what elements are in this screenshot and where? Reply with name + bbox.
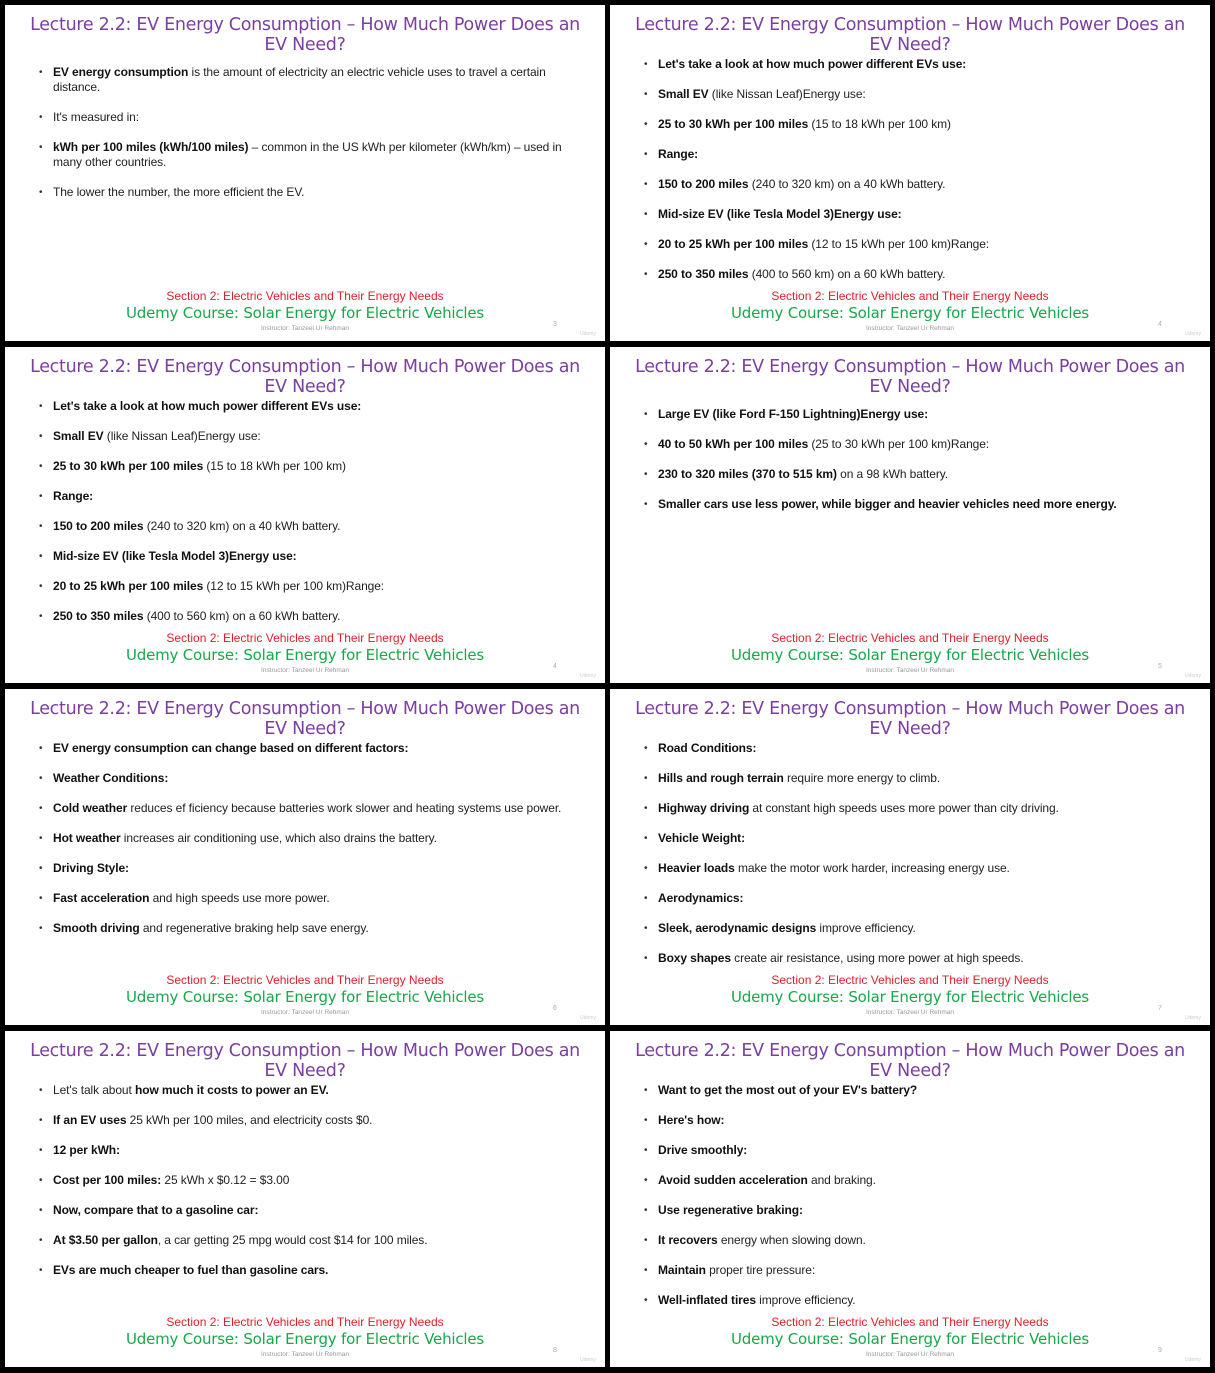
brand-watermark: Udemy: [580, 1015, 596, 1021]
bullet-item: [39, 519, 581, 534]
bullet-text: 25 kWh per 100 miles, and electricity costs $0.: [126, 1113, 373, 1127]
course-footer: Udemy Course: Solar Energy for Electric Vehicles: [730, 304, 1090, 322]
page-number: 7: [1158, 1005, 1162, 1012]
bullet-bold-text: Let's take a look at how much power different EVs use:: [658, 57, 967, 71]
bullet-text: is the amount of electricity an electric vehicle uses to travel a certain distance.: [53, 65, 546, 94]
bullet-bold-text: Fast acceleration: [53, 891, 150, 905]
bullet-text: (240 to 320 km) on a 40 kWh battery.: [748, 177, 946, 191]
bullet-text: and regenerative braking help save energy.: [139, 921, 369, 935]
slide-title: Lecture 2.2: EV Energy Consumption – How Much Power Does an EV Need?: [30, 15, 580, 55]
brand-watermark: Udemy: [1185, 331, 1201, 337]
bullet-item: [39, 459, 581, 474]
bullet-text: (400 to 560 km) on a 60 kWh battery.: [748, 267, 946, 281]
bullet-bold-text: Weather Conditions:: [53, 771, 169, 785]
bullet-bold-text: Sleek, aerodynamic designs: [658, 921, 817, 935]
bullet-item: [39, 801, 581, 816]
bullet-text: (15 to 18 kWh per 100 km): [203, 459, 346, 473]
bullet-item: [39, 921, 581, 936]
section-footer: Section 2: Electric Vehicles and Their Energy Needs: [166, 631, 444, 645]
bullet-bold-text: Highway driving: [658, 801, 750, 815]
bullet-item: [644, 861, 1186, 876]
bullet-bold-text: Let's take a look at how much power different EVs use:: [53, 399, 362, 413]
bullet-item: [39, 1263, 581, 1278]
bullet-bold-text: Drive smoothly:: [658, 1143, 748, 1157]
bullet-bold-text: 12 per kWh:: [53, 1143, 120, 1157]
bullet-text: make the motor work harder, increasing energy use.: [734, 861, 1010, 875]
section-footer: Section 2: Electric Vehicles and Their Energy Needs: [771, 973, 1049, 987]
slide-8: [610, 1031, 1210, 1367]
bullet-item: [644, 1113, 1186, 1128]
bullet-text: improve efficiency.: [755, 1293, 856, 1307]
bullet-item: [644, 801, 1186, 816]
instructor-footer: Instructor: Tanzeel Ur Rehman: [865, 1009, 955, 1016]
bullet-text: (25 to 30 kWh per 100 km)Range:: [808, 437, 990, 451]
bullet-bold-text: Vehicle Weight:: [658, 831, 745, 845]
bullet-item: [644, 237, 1186, 252]
bullet-text: energy when slowing down.: [717, 1233, 866, 1247]
bullet-item: [644, 57, 1186, 72]
bullet-list: [39, 1083, 581, 1293]
slide-1: [5, 5, 605, 341]
slide-7: [5, 1031, 605, 1367]
bullet-bold-text: kWh per 100 miles (kWh/100 miles): [53, 140, 249, 154]
bullet-text: proper tire pressure:: [705, 1263, 816, 1277]
bullet-text: 25 kWh x $0.12 = $3.00: [161, 1173, 290, 1187]
bullet-bold-text: At $3.50 per gallon: [53, 1233, 158, 1247]
bullet-item: [644, 497, 1186, 512]
bullet-bold-text: Hills and rough terrain: [658, 771, 784, 785]
section-footer: Section 2: Electric Vehicles and Their Energy Needs: [166, 973, 444, 987]
page-number: 4: [1158, 321, 1162, 328]
course-footer: Udemy Course: Solar Energy for Electric Vehicles: [125, 1330, 485, 1348]
bullet-bold-text: Cold weather: [53, 801, 128, 815]
bullet-item: [39, 579, 581, 594]
bullet-text: (12 to 15 kWh per 100 km)Range:: [808, 237, 990, 251]
bullet-list: [39, 399, 581, 639]
instructor-footer: Instructor: Tanzeel Ur Rehman: [260, 667, 350, 674]
bullet-item: [39, 609, 581, 624]
bullet-bold-text: Small EV: [53, 429, 104, 443]
bullet-item: [39, 140, 581, 170]
bullet-item: [644, 951, 1186, 966]
bullet-item: [644, 831, 1186, 846]
bullet-item: [644, 771, 1186, 786]
slide-title: Lecture 2.2: EV Energy Consumption – How Much Power Does an EV Need?: [635, 357, 1185, 397]
page-number: 8: [553, 1347, 557, 1354]
bullet-bold-text: 25 to 30 kWh per 100 miles: [53, 459, 204, 473]
bullet-item: [39, 831, 581, 846]
bullet-item: [644, 177, 1186, 192]
instructor-footer: Instructor: Tanzeel Ur Rehman: [865, 1351, 955, 1358]
slide-title: Lecture 2.2: EV Energy Consumption – How Much Power Does an EV Need?: [30, 357, 580, 397]
brand-watermark: Udemy: [1185, 673, 1201, 679]
brand-watermark: Udemy: [580, 673, 596, 679]
bullet-bold-text: Mid-size EV (like Tesla Model 3)Energy use:: [658, 207, 902, 221]
bullet-text: (like Nissan Leaf)Energy use:: [708, 87, 866, 101]
bullet-item: [644, 87, 1186, 102]
instructor-footer: Instructor: Tanzeel Ur Rehman: [865, 667, 955, 674]
bullet-item: [39, 741, 581, 756]
bullet-bold-text: Aerodynamics:: [658, 891, 744, 905]
bullet-text: Let's talk about: [53, 1083, 135, 1097]
slide-6: [610, 689, 1210, 1025]
bullet-bold-text: Small EV: [658, 87, 709, 101]
bullet-bold-text: Mid-size EV (like Tesla Model 3)Energy use:: [53, 549, 297, 563]
bullet-item: [644, 407, 1186, 422]
bullet-item: [39, 1143, 581, 1158]
bullet-text: and high speeds use more power.: [149, 891, 330, 905]
slide-title: Lecture 2.2: EV Energy Consumption – How Much Power Does an EV Need?: [30, 699, 580, 739]
bullet-text: on a 98 kWh battery.: [836, 467, 948, 481]
section-footer: Section 2: Electric Vehicles and Their Energy Needs: [166, 1315, 444, 1329]
slide-2: [610, 5, 1210, 341]
bullet-item: [39, 861, 581, 876]
slide-5: [5, 689, 605, 1025]
bullet-bold-text: Road Conditions:: [658, 741, 757, 755]
bullet-text: increases air conditioning use, which also drains the battery.: [120, 831, 437, 845]
brand-watermark: Udemy: [580, 331, 596, 337]
bullet-item: [644, 207, 1186, 222]
bullet-item: [644, 147, 1186, 162]
course-footer: Udemy Course: Solar Energy for Electric Vehicles: [125, 988, 485, 1006]
bullet-text: (240 to 320 km) on a 40 kWh battery.: [143, 519, 341, 533]
bullet-bold-text: 20 to 25 kWh per 100 miles: [53, 579, 204, 593]
brand-watermark: Udemy: [1185, 1015, 1201, 1021]
bullet-text: , a car getting 25 mpg would cost $14 for 100 miles.: [157, 1233, 428, 1247]
bullet-item: [39, 891, 581, 906]
brand-watermark: Udemy: [580, 1357, 596, 1363]
bullet-bold-text: EV energy consumption can change based on different factors:: [53, 741, 409, 755]
bullet-bold-text: Smooth driving: [53, 921, 140, 935]
bullet-bold-text: Use regenerative braking:: [658, 1203, 803, 1217]
slide-title: Lecture 2.2: EV Energy Consumption – How Much Power Does an EV Need?: [635, 1041, 1185, 1081]
course-footer: Udemy Course: Solar Energy for Electric Vehicles: [730, 646, 1090, 664]
slide-title: Lecture 2.2: EV Energy Consumption – How Much Power Does an EV Need?: [30, 1041, 580, 1081]
section-footer: Section 2: Electric Vehicles and Their Energy Needs: [771, 289, 1049, 303]
bullet-text: create air resistance, using more power at high speeds.: [730, 951, 1024, 965]
page-number: 4: [553, 663, 557, 670]
page-number: 6: [553, 1005, 557, 1012]
bullet-list: [39, 741, 581, 951]
bullet-text: at constant high speeds uses more power than city driving.: [749, 801, 1059, 815]
bullet-item: [644, 467, 1186, 482]
bullet-item: [39, 1203, 581, 1218]
bullet-list: [39, 65, 581, 215]
section-footer: Section 2: Electric Vehicles and Their Energy Needs: [771, 631, 1049, 645]
bullet-text: – common in the US kWh per kilometer (kWh/km) – used in many other countries.: [53, 140, 562, 169]
bullet-item: [39, 1083, 581, 1098]
bullet-bold-text: Range:: [658, 147, 699, 161]
bullet-bold-text: 230 to 320 miles (370 to 515 km): [658, 467, 837, 481]
bullet-item: [39, 771, 581, 786]
bullet-bold-text: how much it costs to power an EV.: [134, 1083, 329, 1097]
slide-3: [5, 347, 605, 683]
page-number: 3: [553, 321, 557, 328]
bullet-bold-text: Here's how:: [658, 1113, 725, 1127]
bullet-text: and braking.: [807, 1173, 876, 1187]
bullet-bold-text: EVs are much cheaper to fuel than gasoline cars.: [53, 1263, 329, 1277]
bullet-item: [39, 399, 581, 414]
bullet-bold-text: Cost per 100 miles:: [53, 1173, 162, 1187]
bullet-item: [644, 1173, 1186, 1188]
bullet-bold-text: EV energy consumption: [53, 65, 189, 79]
bullet-item: [39, 549, 581, 564]
bullet-item: [39, 1233, 581, 1248]
bullet-item: [39, 429, 581, 444]
bullet-list: [644, 57, 1186, 297]
bullet-item: [644, 891, 1186, 906]
bullet-bold-text: Hot weather: [53, 831, 121, 845]
section-footer: Section 2: Electric Vehicles and Their Energy Needs: [771, 1315, 1049, 1329]
bullet-item: [39, 185, 581, 200]
bullet-item: [644, 741, 1186, 756]
bullet-item: [644, 1263, 1186, 1278]
slide-title: Lecture 2.2: EV Energy Consumption – How Much Power Does an EV Need?: [635, 699, 1185, 739]
bullet-text: (12 to 15 kWh per 100 km)Range:: [203, 579, 385, 593]
course-footer: Udemy Course: Solar Energy for Electric Vehicles: [125, 646, 485, 664]
bullet-item: [644, 1143, 1186, 1158]
bullet-bold-text: Large EV (like Ford F-150 Lightning)Energy use:: [658, 407, 929, 421]
bullet-bold-text: 250 to 350 miles: [658, 267, 749, 281]
bullet-list: [644, 741, 1186, 981]
course-footer: Udemy Course: Solar Energy for Electric Vehicles: [125, 304, 485, 322]
slide-title: Lecture 2.2: EV Energy Consumption – How Much Power Does an EV Need?: [635, 15, 1185, 55]
bullet-text: require more energy to climb.: [783, 771, 941, 785]
bullet-bold-text: It recovers: [658, 1233, 718, 1247]
bullet-text: reduces ef ficiency because batteries work slower and heating systems use power.: [127, 801, 562, 815]
bullet-item: [644, 1083, 1186, 1098]
bullet-item: [644, 437, 1186, 452]
bullet-item: [644, 267, 1186, 282]
instructor-footer: Instructor: Tanzeel Ur Rehman: [260, 1351, 350, 1358]
bullet-bold-text: If an EV uses: [53, 1113, 127, 1127]
bullet-bold-text: 250 to 350 miles: [53, 609, 144, 623]
course-footer: Udemy Course: Solar Energy for Electric Vehicles: [730, 988, 1090, 1006]
bullet-text: (400 to 560 km) on a 60 kWh battery.: [143, 609, 341, 623]
bullet-bold-text: Want to get the most out of your EV's battery?: [658, 1083, 918, 1097]
page-number: 5: [1158, 663, 1162, 670]
bullet-bold-text: Range:: [53, 489, 94, 503]
bullet-text: (15 to 18 kWh per 100 km): [808, 117, 951, 131]
bullet-bold-text: Maintain: [658, 1263, 706, 1277]
bullet-item: [644, 1233, 1186, 1248]
section-footer: Section 2: Electric Vehicles and Their Energy Needs: [166, 289, 444, 303]
bullet-list: [644, 1083, 1186, 1323]
bullet-bold-text: 150 to 200 miles: [53, 519, 144, 533]
bullet-item: [39, 65, 581, 95]
bullet-item: [644, 921, 1186, 936]
bullet-item: [39, 1173, 581, 1188]
bullet-bold-text: 20 to 25 kWh per 100 miles: [658, 237, 809, 251]
bullet-item: [39, 110, 581, 125]
bullet-bold-text: 150 to 200 miles: [658, 177, 749, 191]
instructor-footer: Instructor: Tanzeel Ur Rehman: [865, 325, 955, 332]
bullet-bold-text: 40 to 50 kWh per 100 miles: [658, 437, 809, 451]
bullet-bold-text: Smaller cars use less power, while bigger and heavier vehicles need more energy.: [658, 497, 1117, 511]
bullet-item: [644, 1203, 1186, 1218]
bullet-bold-text: Well-inflated tires: [658, 1293, 756, 1307]
bullet-bold-text: Avoid sudden acceleration: [658, 1173, 808, 1187]
bullet-bold-text: 25 to 30 kWh per 100 miles: [658, 117, 809, 131]
bullet-text: It's measured in:: [53, 110, 139, 124]
bullet-text: (like Nissan Leaf)Energy use:: [103, 429, 261, 443]
bullet-bold-text: Driving Style:: [53, 861, 129, 875]
bullet-bold-text: Boxy shapes: [658, 951, 731, 965]
bullet-text: The lower the number, the more efficient the EV.: [53, 185, 305, 199]
bullet-list: [644, 407, 1186, 527]
bullet-item: [39, 1113, 581, 1128]
instructor-footer: Instructor: Tanzeel Ur Rehman: [260, 325, 350, 332]
bullet-bold-text: Heavier loads: [658, 861, 735, 875]
bullet-item: [644, 117, 1186, 132]
slide-4: [610, 347, 1210, 683]
page-number: 9: [1158, 1347, 1162, 1354]
bullet-bold-text: Now, compare that to a gasoline car:: [53, 1203, 259, 1217]
bullet-item: [644, 1293, 1186, 1308]
bullet-text: improve efficiency.: [816, 921, 916, 935]
bullet-item: [39, 489, 581, 504]
course-footer: Udemy Course: Solar Energy for Electric Vehicles: [730, 1330, 1090, 1348]
brand-watermark: Udemy: [1185, 1357, 1201, 1363]
instructor-footer: Instructor: Tanzeel Ur Rehman: [260, 1009, 350, 1016]
